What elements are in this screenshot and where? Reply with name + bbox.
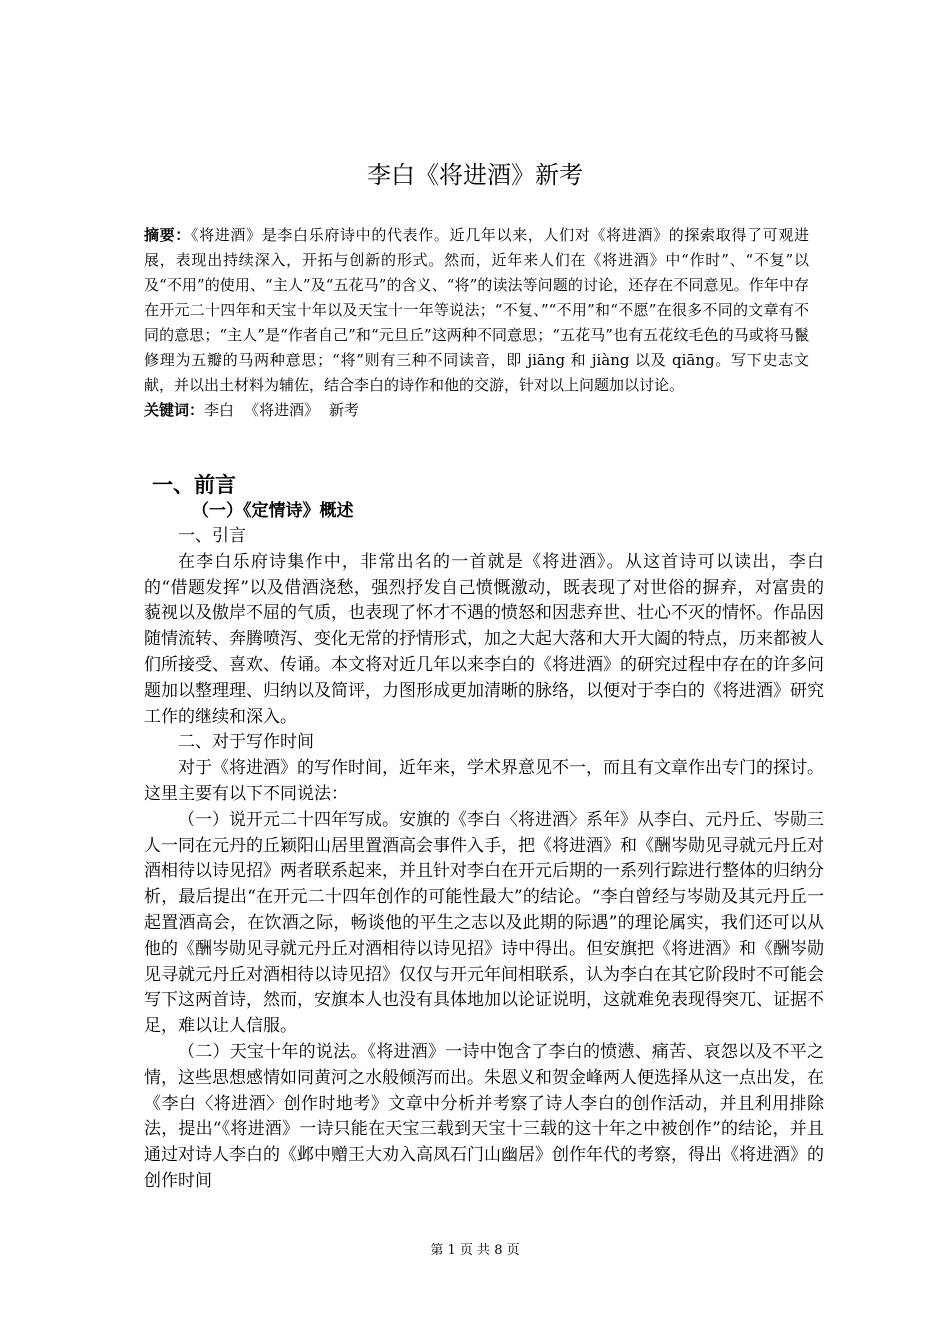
abstract-label: 摘要：: [144, 226, 191, 244]
section-heading: 一、前言: [152, 473, 236, 497]
paragraph-heading: 一、引言: [178, 526, 246, 546]
keyword: 李白: [204, 401, 235, 419]
paragraph: 在李白乐府诗集作中，非常出名的一首就是《将进酒》。从这首诗可以读出，李白的“借题发挥”以及借酒浇愁，强烈抒发自己愤慨激动，既表现了对世俗的摒弃，对富贵的藐视以及傲岸不屈的气质，也表现了怀才不遇的愤怒和因悲弃世、壮心不灭的情怀。作品因随情流转、奔腾喷泻、变化无常的抒情形式，加之大起大落和大开大阖的特点，历来都被人们所接受、喜欢、传诵。本文将对近几年以来李白的《将进酒》的研究过程中存在的许多问题加以整理理、归纳以及简评，力图形成更加清晰的脉络，以便对于李白的《将进酒》研究工作的继续和深入。: [144, 551, 824, 727]
body-text: [144, 524, 824, 1195]
abstract-block: [144, 223, 809, 423]
keyword: 新考: [329, 401, 360, 419]
subsection-heading: （一）《定情诗》概述: [192, 501, 354, 521]
abstract-paragraph: [144, 223, 809, 398]
document-title: 李白《将进酒》新考: [367, 161, 583, 189]
keywords-label: 关键词：: [144, 401, 205, 419]
paragraph-heading: 二、对于写作时间: [178, 732, 314, 753]
abstract-text: 《将进酒》是李白乐府诗中的代表作。近几年以来，人们对《将进酒》的探索取得了可观进展，表现出持续深入，开拓与创新的形式。然而，近年来人们在《将进酒》中“作时”、“不复”以及“不用”的使用、“主人”及“五花马”的含义、“将”的读法等问题的讨论，还存在不同意见。作年中存在开元二十四年和天宝十年以及天宝十一年等说法；“不复、”“不用”和“不愿”在很多不同的文章有不同的意思；“主人”是“作者自己”和“元旦丘”这两种不同意思；“五花马”也有五花纹毛色的马或将马鬣修理为五瓣的马两种意思；“将”则有三种不同读音，即 jiāng 和 jiàng 以及 qiāng。写下史志文献，并以出土材料为辅佐，结合李白的诗作和他的交游，针对以上问题加以讨论。: [144, 226, 809, 394]
paragraph: （一）说开元二十四年写成。安旗的《李白〈将进酒〉系年》从李白、元丹丘、岑勋三人一同在元丹的丘颖阳山居里置酒高会事件入手，把《将进酒》和《酬岑勋见寻就元丹丘对酒相待以诗见招》两者联系起来，并且针对李白在开元后期的一系列行踪进行整体的归纳分析，最后提出“在开元二十四年创作的可能性最大”的结论。“李白曾经与岑勋及其元丹丘一起置酒高会，在饮酒之际，畅谈他的平生之志以及此期的际遇”的理论属实，我们还可以从他的《酬岑勋见寻就元丹丘对酒相待以诗见招》诗中得出。但安旗把《将进酒》和《酬岑勋见寻就元丹丘对酒相待以诗见招》仅仅与开元年间相联系，认为李白在其它阶段时不可能会写下这两首诗，然而，安旗本人也没有具体地加以论证说明，这就难免表现得突兀、证据不足，难以让人信服。: [144, 809, 824, 1037]
keyword: 《将进酒》: [244, 401, 320, 419]
paragraph: （二）天宝十年的说法。《将进酒》一诗中饱含了李白的愤懑、痛苦、哀怨以及不平之情，这些思想感情如同黄河之水般倾泻而出。朱恩义和贺金峰两人便选择从这一点出发，在《李白〈将进酒〉创作时地考》文章中分析并考察了诗人李白的创作活动，并且利用排除法，提出“《将进酒》一诗只能在天宝三载到天宝十三载的这十年之中被创作”的结论，并且通过对诗人李白的《邺中赠王大劝入高凤石门山幽居》创作年代的考察，得出《将进酒》的创作时间: [144, 1041, 824, 1191]
page-footer: 第 1 页 共 8 页: [430, 1243, 520, 1258]
paragraph: 对于《将进酒》的写作时间，近年来，学术界意见不一，而且有文章作出专门的探讨。这里主要有以下不同说法：: [144, 758, 824, 804]
keywords-line: [144, 398, 809, 423]
